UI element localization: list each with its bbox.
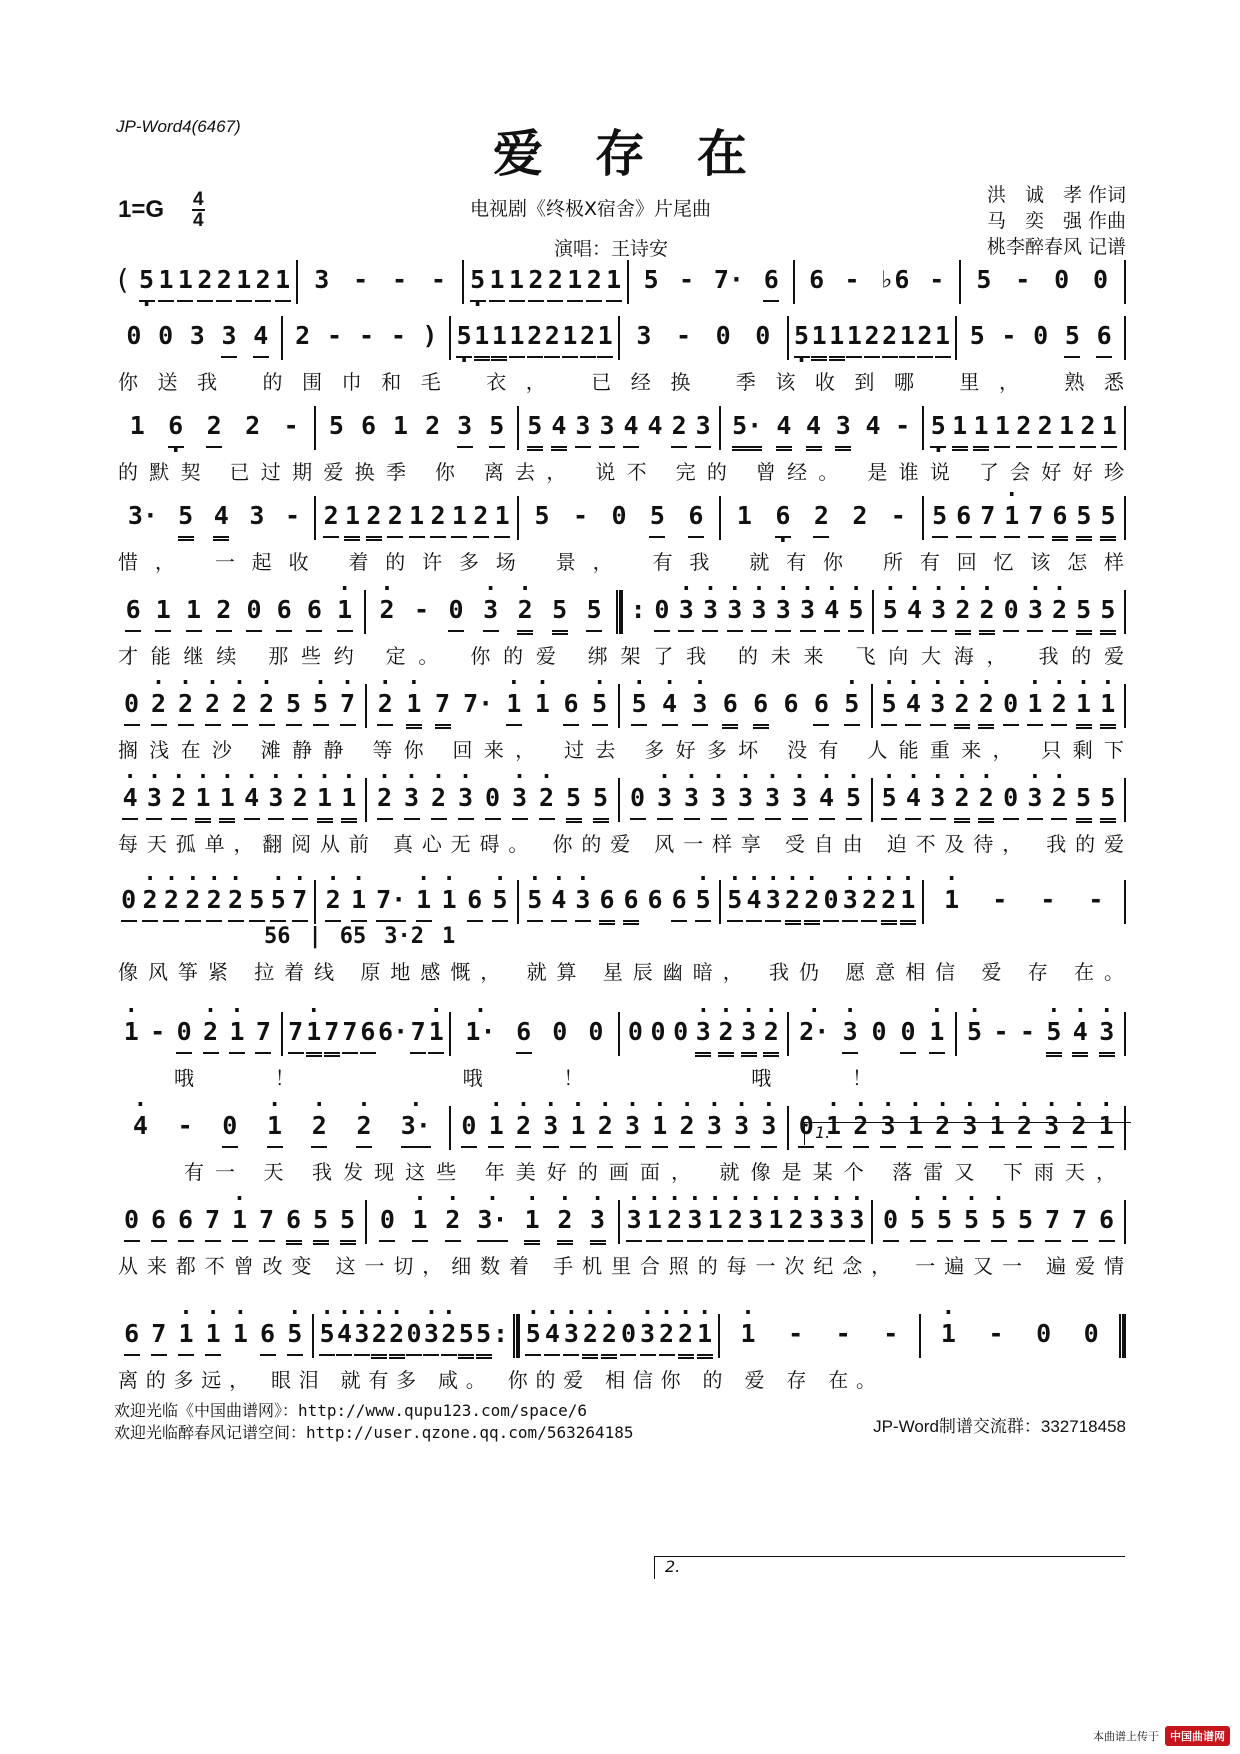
volta-2: 2. (654, 1556, 1125, 1579)
footer-line-1[interactable]: 欢迎光临《中国曲谱网》：http://www.qupu123.com/space/6 (114, 1401, 587, 1420)
time-signature-top: 4 (193, 189, 204, 210)
lyric-line: 搁浅在沙 滩静静 等你 回来， 过去 多好多坏 没有 人能重来， 只剩下 (118, 738, 1126, 762)
alt-note: 65 (339, 924, 367, 949)
software-label: JP-Word4(6467) (116, 117, 241, 136)
notation-line: 4 . - 0 1 . 2 . 2 . 3· . 0 1 . 2 . 3 . 1 . 2 . 3 . 1 . 2 . 3 . 3 . 3 . 0 1 . 2 . 3 . 1 . 2 . 3 . 1 . 2 . 3 . 2 . 1 . (114, 1106, 1126, 1154)
lyric-line: 离的多远， 眼泪 就有多 咸。 你的爱 相信你 的 爱 存 在。 (118, 1368, 878, 1392)
notation-line: 6 7 1 . 1 . 1 . 6 5 . 5 . 4 . 3 . 2 . 2 . 0 3 . 2 . 5 5 : 5 . 4 . 3 . 2 . 2 . 0 3 . 2 . 2 . 1 . 1 . - - - 1 . - 0 0 (114, 1314, 1126, 1362)
qq-group: JP-Word制谱交流群：332718458 (873, 1417, 1126, 1436)
transcriber: 桃李醉春风 记谱 (986, 236, 1126, 258)
notation-line: ( 5 . 1 1 2 2 1 2 1 3 - - - 5 . 1 1 2 2 1 2 1 5 - 7· 6 6 - ♭6 - 5 - 0 0 (114, 260, 1126, 308)
notation-line: 0 6 6 7 1 . 7 6 5 5 0 1 . 2 . 3· . 1 . 2 . 3 . 3 . 1 . 2 . 3 . 1 . 2 . 3 . 1 . 2 . 3 . 3 . 3 . 0 5 . 5 . 5 . 5 . 5 7 7 6 (114, 1200, 1126, 1248)
footer-links (114, 1400, 634, 1444)
alt-note: | (308, 924, 322, 949)
footer-line-2[interactable]: 欢迎光临醉春风记谱空间：http://user.qzone.qq.com/563264185 (114, 1423, 634, 1442)
notation-line: 4 . 3 . 2 . 1 . 1 . 4 . 3 . 2 . 1 . 1 . 2 . 3 . 2 . 3 . 0 3 . 2 . 5 5 0 3 . 3 . 3 . 3 . 3 . 3 . 4 . 5 . 5 . 4 . 3 . 2 . 2 . 0 3 . 2 . 5 5 (114, 778, 1126, 826)
subtitle: 电视剧《终极X宿舍》片尾曲 (470, 198, 712, 220)
lyric-line: 你送我 的围巾和毛 衣， 已经换 季该收到哪 里， 熟悉 (118, 370, 1126, 394)
lyricist: 洪 诚 孝 作词 (986, 184, 1126, 206)
notation-line: 0 2 . 2 . 2 . 2 . 2 . 5 5 . 7 . 2 . 1 . 7· 1 . 1 . 6 5 . 5 . 4 . 3 . 6 6 6 6 5 . 5 . 4 . 3 . 2 . 2 . 0 3 . 2 . 2 . 1 . 1 . - - - (114, 880, 1126, 928)
notation-line: 6 1 1 2 0 6 6 1 . 2 . - 0 3 . 2 . 5 5 : 0 3 . 3 . 3 . 3 . 3 . 3 . 4 . 5 . 5 . 4 . 3 . 2 . 2 . 0 3 . 2 . 5 5 (114, 590, 1126, 638)
lyric-line: 像风筝紧 拉着线 原地感慨， 就算 星辰幽暗， 我仍 愿意相信 爱 存 在。 (118, 960, 1126, 984)
notation-line: 1 . - 0 2 . 1 . 7 7 1 . 7 7 6 6· 7 1 . 1· . 6 0 0 0 0 0 3 . 2 . 3 . 2 . 2· . 3 . 0 0 1 . 5 . - - 5 . 4 . 3 . (114, 1012, 1126, 1060)
alt-note: 56 (264, 924, 291, 949)
notation-line: 3· 5 4 3 - 2 1 2 2 1 2 1 2 1 5 - 0 5 6 1 6 . 2 2 - 5 6 7 1 . 7 6 5 5 (114, 496, 1126, 544)
composer: 马 奕 强 作曲 (986, 210, 1126, 232)
lyric-line: 的默契 已过期爱换季 你 离去， 说不 完的 曾经。 是谁说 了会好好珍 (118, 460, 1126, 484)
time-signature (192, 190, 205, 230)
key-signature: 1=G (118, 196, 165, 223)
lyric-line: 惜， 一起收 着的许多场 景， 有我 就有你 所有回忆该怎样 (118, 550, 1126, 574)
singer: 演唱：王诗安 (554, 238, 669, 260)
time-signature-bottom: 4 (193, 210, 204, 231)
volta-1: 1. (804, 1122, 1131, 1145)
lyric-line: 有一 天 我发现这些 年美好的画面， 就像是某个 落雷又 下雨天， (184, 1160, 1118, 1184)
lyric-line: 哦！ 哦！ 哦！ (174, 1066, 874, 1090)
upload-badge (1093, 1726, 1230, 1746)
alt-note: 1 (442, 924, 456, 949)
lyric-line: 每天孤单，翻阅从前 真心无碍。 你的爱 风一样享 受自由 迫不及待， 我的爱 (118, 832, 1126, 856)
notation-line: 0 0 3 3 4 2 - - - ) 5 . 1 1 1 2 2 1 2 1 3 - 0 0 5 . 1 1 1 2 2 1 2 1 5 - 0 5 6 (114, 316, 1126, 364)
lyric-line: 才能继续 那些约 定。 你的爱 绑架了我 的未来 飞向大海， 我的爱 (118, 644, 1126, 668)
notation-line: 1 6 . 2 2 - 5 6 1 2 3 5 5 4 3 3 4 4 2 3 5· 4 4 3 4 - 5 . 1 1 1 2 2 1 2 1 (114, 406, 1126, 454)
site-logo[interactable]: 中国曲谱网 (1165, 1726, 1230, 1746)
alternate-notes (264, 924, 455, 949)
alt-note: 3·2 (384, 924, 424, 949)
lyric-line: 从来都不曾改变 这一切，细数着 手机里合照的每一次纪念， 一遍又一 遍爱情 (118, 1254, 1126, 1278)
notation-line: 0 2 . 2 . 2 . 2 . 2 . 5 5 . 7 . 2 . 1 . 7 7· 1 . 1 . 6 5 . 5 . 4 . 3 . 6 6 6 6 5 . 5 . 4 . 3 . 2 . 2 . 0 1 . 2 . 1 . 1 . (114, 684, 1126, 732)
song-title: 爱存在 (493, 124, 799, 183)
credits (987, 182, 1126, 260)
upload-label: 本曲谱上传于 (1093, 1730, 1159, 1743)
